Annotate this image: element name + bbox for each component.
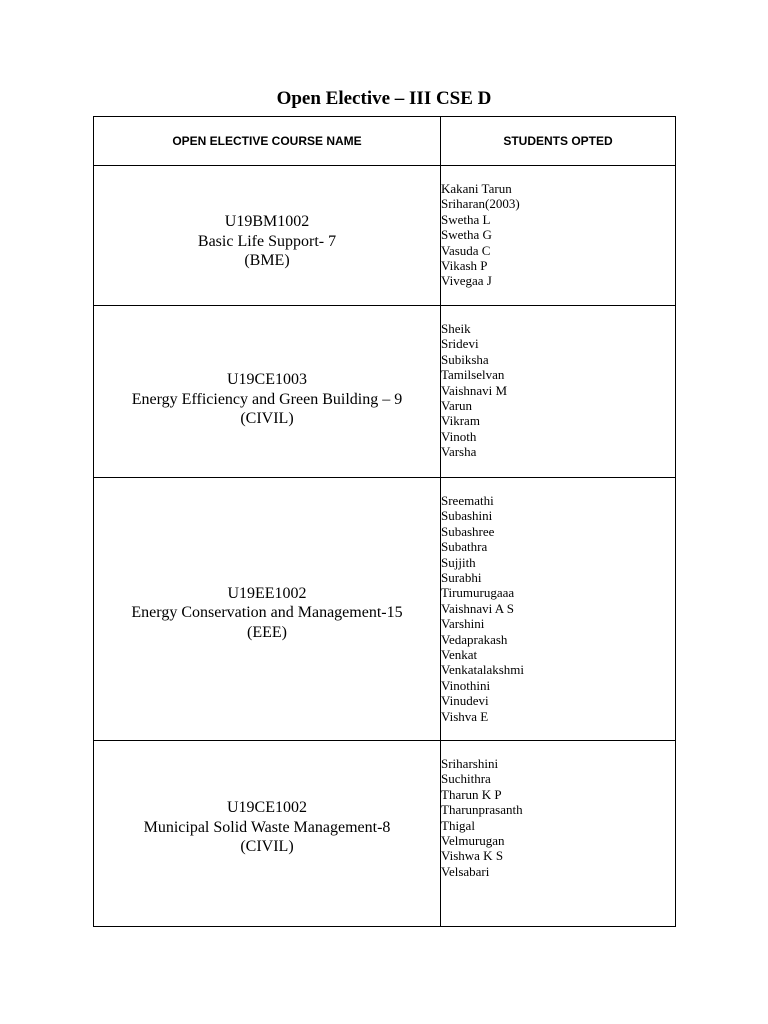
students-cell bbox=[441, 166, 676, 306]
student-name: Vaishnavi A S bbox=[441, 600, 514, 616]
course-cell bbox=[94, 166, 441, 306]
student-name: Venkat bbox=[441, 647, 478, 663]
course-dept: (CIVIL) bbox=[240, 410, 294, 428]
student-name: Tirumurugaaa bbox=[441, 585, 515, 601]
students-cell bbox=[441, 478, 676, 741]
header-students-opted: STUDENTS OPTED bbox=[441, 117, 676, 166]
student-name: Surabhi bbox=[441, 570, 482, 586]
student-name: Tharunprasanth bbox=[441, 802, 523, 818]
course-code: U19BM1002 bbox=[224, 213, 310, 231]
course-dept: (BME) bbox=[244, 252, 290, 270]
student-name: Velmurugan bbox=[441, 833, 505, 849]
student-name: Varun bbox=[441, 398, 473, 414]
student-name: Vinudevi bbox=[441, 693, 489, 709]
students-cell bbox=[441, 741, 676, 927]
student-name: Swetha G bbox=[441, 227, 492, 243]
student-name: Sridevi bbox=[441, 336, 479, 352]
student-name: Vishva E bbox=[441, 708, 489, 724]
student-name: Sriharshini bbox=[441, 756, 499, 771]
course-code: U19CE1002 bbox=[227, 799, 307, 817]
student-name: Kakani Tarun bbox=[441, 181, 512, 196]
student-name: Subathra bbox=[441, 539, 488, 555]
header-course-name: OPEN ELECTIVE COURSE NAME bbox=[94, 117, 441, 166]
student-name: Velsabari bbox=[441, 863, 490, 879]
table-row bbox=[94, 306, 676, 478]
student-name: Subashree bbox=[441, 523, 495, 539]
student-name: Vishwa K S bbox=[441, 848, 504, 864]
student-name: Vikram bbox=[441, 413, 480, 429]
student-name: Tamilselvan bbox=[441, 367, 505, 383]
student-name: Sheik bbox=[441, 321, 471, 336]
student-name: Swetha L bbox=[441, 211, 491, 227]
student-name: Vasuda C bbox=[441, 242, 491, 258]
student-name: Vinothini bbox=[441, 677, 491, 693]
student-name: Vikash P bbox=[441, 258, 488, 274]
student-name: Sreemathi bbox=[441, 493, 494, 508]
student-name: Sriharan(2003) bbox=[441, 196, 520, 212]
student-name: Suchithra bbox=[441, 771, 491, 787]
course-cell bbox=[94, 741, 441, 927]
student-name: Thigal bbox=[441, 817, 475, 833]
course-name: Municipal Solid Waste Management-8 bbox=[143, 818, 391, 836]
student-name: Varsha bbox=[441, 444, 477, 460]
student-name: Subashini bbox=[441, 508, 493, 524]
course-cell bbox=[94, 306, 441, 478]
course-dept: (CIVIL) bbox=[240, 838, 294, 856]
course-name: Basic Life Support- 7 bbox=[197, 232, 337, 250]
student-name: Sujjith bbox=[441, 554, 476, 570]
student-name: Subiksha bbox=[441, 351, 489, 367]
student-name: Vinoth bbox=[441, 428, 477, 444]
course-code: U19CE1003 bbox=[227, 371, 307, 389]
course-cell bbox=[94, 478, 441, 741]
students-cell bbox=[441, 306, 676, 478]
student-name: Vedaprakash bbox=[441, 631, 508, 647]
table-row bbox=[94, 478, 676, 741]
table-row bbox=[94, 741, 676, 927]
course-name: Energy Efficiency and Green Building – 9 bbox=[131, 390, 403, 408]
student-name: Varshini bbox=[441, 616, 485, 632]
table-row bbox=[94, 166, 676, 306]
student-name: Vivegaa J bbox=[441, 273, 492, 289]
page-title: Open Elective – III CSE D bbox=[276, 88, 492, 109]
table-header-row bbox=[94, 117, 676, 166]
student-name: Venkatalakshmi bbox=[441, 662, 525, 678]
course-code: U19EE1002 bbox=[227, 584, 307, 602]
course-dept: (EEE) bbox=[247, 623, 287, 641]
student-name: Vaishnavi M bbox=[441, 382, 508, 398]
elective-table bbox=[93, 116, 676, 927]
course-name: Energy Conservation and Management-15 bbox=[131, 604, 403, 622]
student-name: Tharun K P bbox=[441, 786, 502, 802]
